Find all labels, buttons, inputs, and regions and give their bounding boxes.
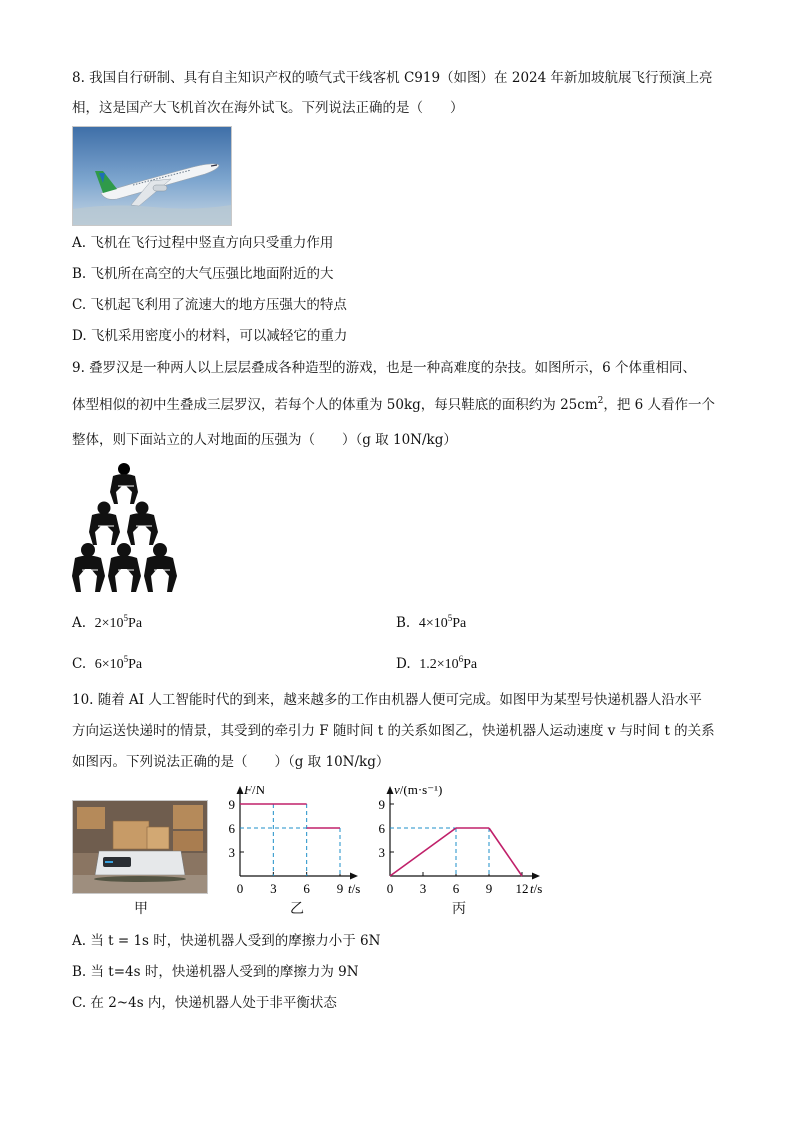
q8-stem-line1: 8. 我国自行研制、具有自主知识产权的喷气式干线客机 C919（如图）在 2024 年新加坡航展飞行预演上亮 bbox=[72, 70, 713, 86]
x-tick-label: 0 bbox=[236, 881, 244, 896]
q10-stem-line1: 10. 随着 AI 人工智能时代的到来，越来越多的工作由机器人便可完成。如图甲为某型号快递机器人沿水平 bbox=[72, 692, 702, 708]
q8-option-a: A. 飞机在飞行过程中竖直方向只受重力作用 bbox=[72, 235, 334, 251]
y-tick-label: 6 bbox=[378, 821, 385, 836]
y-tick-label: 3 bbox=[378, 845, 385, 860]
delivery-robot-photo bbox=[72, 800, 208, 894]
x-axis-label: t/s bbox=[530, 881, 543, 896]
caption-jia: 甲 bbox=[134, 901, 148, 917]
q9-stem-line3: 整体，则下面站立的人对地面的压强为（ ）（g 取 10N/kg） bbox=[72, 432, 457, 448]
y-axis-arrow bbox=[237, 786, 244, 794]
x-axis-arrow bbox=[532, 873, 540, 880]
x-tick-label: 3 bbox=[419, 881, 427, 896]
x-tick-label: 6 bbox=[303, 881, 310, 896]
q9-stem-line1: 9. 叠罗汉是一种两人以上层层叠成各种造型的游戏，也是一种高难度的杂技。如图所示，6 个体重相同、 bbox=[72, 360, 697, 376]
force-time-chart bbox=[224, 786, 372, 898]
q10-option-c: C. 在 2~4s 内，快递机器人处于非平衡状态 bbox=[72, 995, 337, 1011]
velocity-segment-0 bbox=[390, 828, 456, 876]
c919-airplane-photo bbox=[72, 126, 232, 226]
q10-option-b: B. 当 t=4s 时，快递机器人受到的摩擦力为 9N bbox=[72, 964, 359, 980]
human-pyramid-figure bbox=[72, 462, 180, 594]
q10-stem-line2: 方向运送快递时的情景，其受到的牵引力 F 随时间 t 的关系如图乙，快递机器人运动速度 v 与时间 t 的关系 bbox=[72, 723, 715, 739]
x-tick-label: 6 bbox=[452, 881, 460, 896]
x-axis-arrow bbox=[350, 873, 358, 880]
x-tick-label: 9 bbox=[485, 881, 493, 896]
q10-stem-line3: 如图丙。下列说法正确的是（ ）（g 取 10N/kg） bbox=[72, 754, 390, 770]
velocity-segment-2 bbox=[489, 828, 522, 876]
q9-stem-line2: 体型相似的初中生叠成三层罗汉，若每个人的体重为 50kg，每只鞋底的面积约为 $25cm^2$，把 6 人看作一个 bbox=[72, 396, 716, 413]
q9-option-a: A. $2\times 10^5Pa$ bbox=[72, 613, 143, 631]
y-tick-label: 9 bbox=[228, 797, 235, 812]
x-tick-label: 12 bbox=[515, 881, 529, 896]
q9-option-b: B. $4\times 10^5Pa$ bbox=[396, 613, 467, 631]
y-axis-label: F/N bbox=[244, 786, 265, 797]
x-tick-label: 0 bbox=[386, 881, 394, 896]
q10-option-a: A. 当 t = 1s 时，快递机器人受到的摩擦力小于 6N bbox=[72, 933, 381, 949]
q9-option-c: C. $6\times 10^5Pa$ bbox=[72, 654, 143, 672]
pyramid-person-top bbox=[110, 463, 138, 504]
q8-option-c: C. 飞机起飞利用了流速大的地方压强大的特点 bbox=[72, 297, 347, 313]
q8-stem-line2: 相，这是国产大飞机首次在海外试飞。下列说法正确的是（ ） bbox=[72, 100, 464, 116]
y-tick-label: 6 bbox=[228, 821, 235, 836]
y-axis-label: v/(m·s⁻¹) bbox=[394, 786, 443, 797]
x-tick-label: 3 bbox=[270, 881, 277, 896]
q8-option-b: B. 飞机所在高空的大气压强比地面附近的大 bbox=[72, 266, 334, 282]
caption-yi: 乙 bbox=[290, 901, 304, 917]
q8-option-d: D. 飞机采用密度小的材料，可以减轻它的重力 bbox=[72, 328, 348, 344]
velocity-time-chart bbox=[372, 786, 554, 898]
q9-option-d: D. $1.2\times 10^6Pa$ bbox=[396, 654, 478, 672]
y-tick-label: 9 bbox=[378, 797, 385, 812]
x-axis-label: t/s bbox=[348, 881, 361, 896]
caption-bing: 丙 bbox=[452, 901, 466, 917]
x-tick-label: 9 bbox=[336, 881, 344, 896]
y-axis-arrow bbox=[387, 786, 394, 794]
y-tick-label: 3 bbox=[228, 845, 235, 860]
